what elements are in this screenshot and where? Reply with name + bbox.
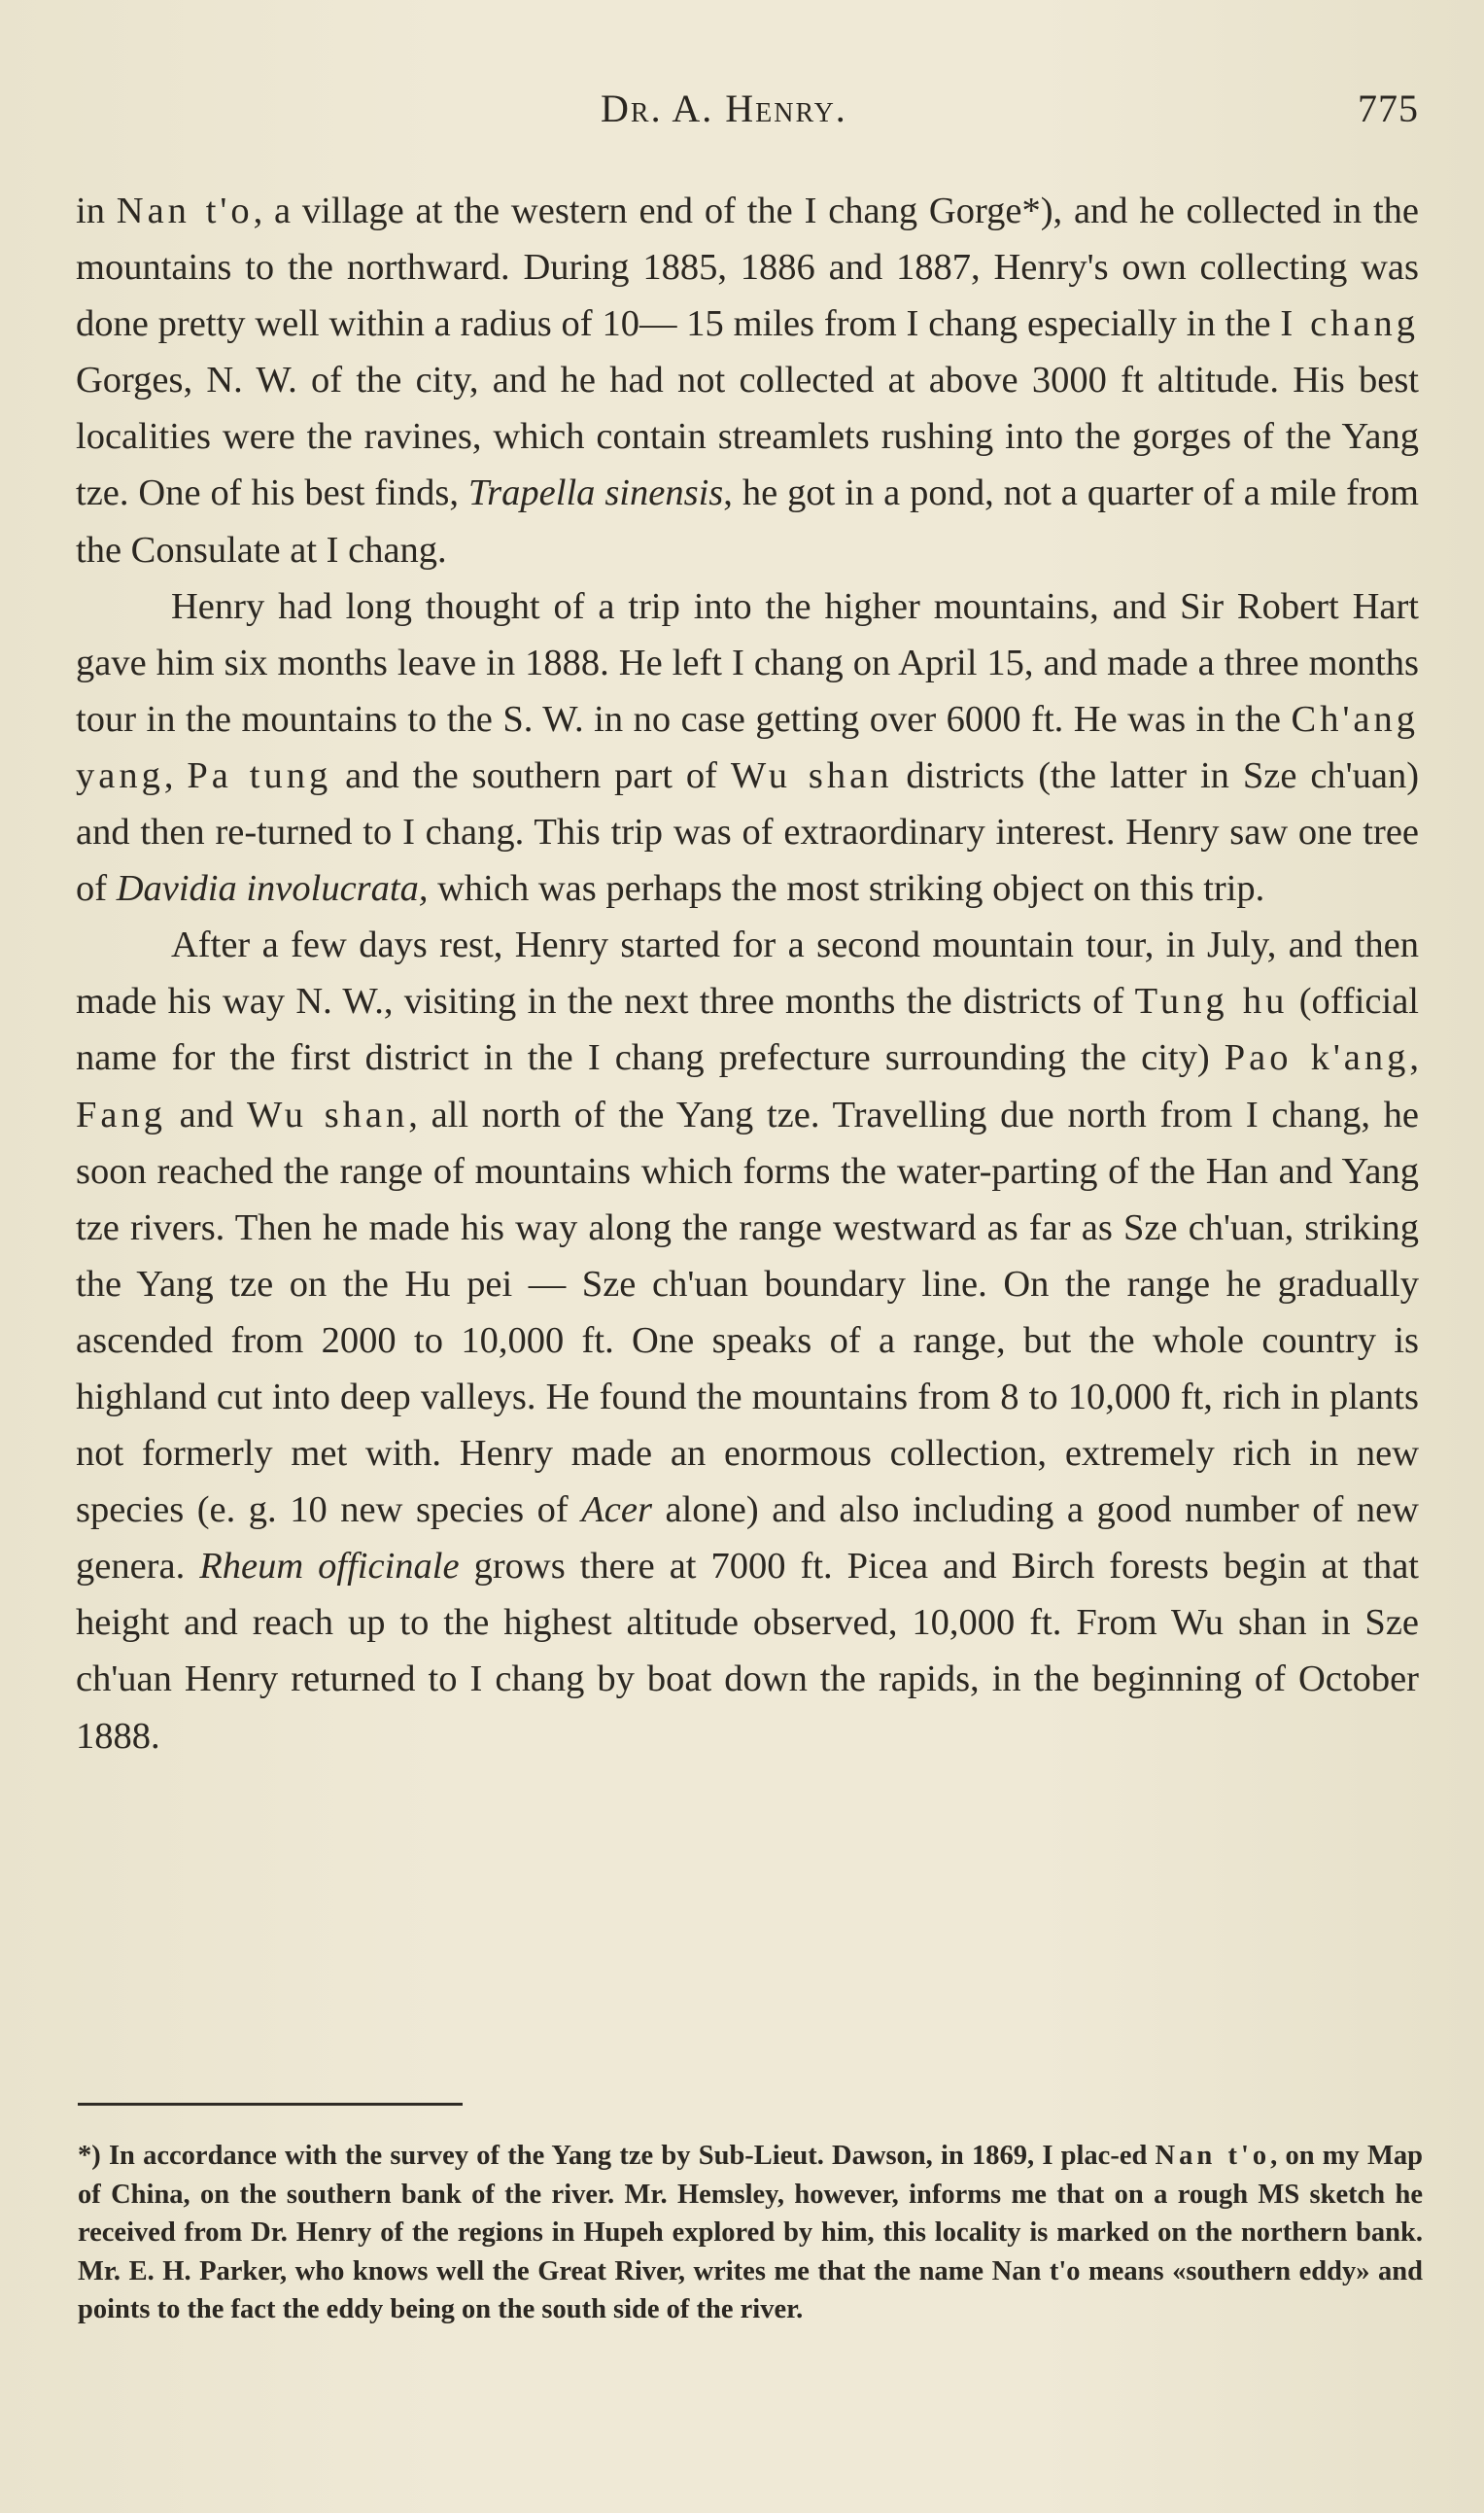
text-run: After a few days rest, Henry started for a second mountain tour, in July, and then made his way N. W., visiting in the next three months the districts of <box>76 925 1419 1023</box>
footnote <box>78 2137 1423 2329</box>
italic-name: Trapella sinensis <box>467 472 724 514</box>
spaced-name: I chang <box>1280 303 1420 345</box>
spaced-name: Nan t'o <box>1155 2141 1271 2171</box>
text-run: districts (the latter in Sze ch'uan) and then re-turned to I chang. This trip was of extraordinary interest. Henry saw one tree of <box>76 754 1420 910</box>
text-run: *) In accordance with the survey of the Yang tze by Sub-Lieut. Dawson, in 1869, I plac-ed <box>78 2141 1156 2171</box>
text-run: Henry had long thought of a trip into the higher mountains, and Sir Robert Hart gave him six months leave in 1888. He left I chang on April 15, and made a three months tour in the mountains to the S. W. in no case getting over 6000 ft. He was in the <box>76 585 1419 740</box>
text-run: , all north of the Yang tze. Travelling due north from I chang, he soon reached the range of mountains which forms the water-parting of the Han and Yang tze rivers. Then he made his way along the range westward as far as Sze ch'uan, striking the Yang tze on the Hu pei — Sze ch'uan boundary line. On the range he gradually ascended from 2000 to 10,000 ft. One speaks of a range, but the whole country is highland cut into deep valleys. He found the mountains from 8 to 10,000 ft, rich in plants not formerly met with. Henry made an enormous collection, extremely rich in new species (e. g. 10 new species of <box>76 1094 1420 1531</box>
text-run: , <box>1409 1037 1419 1079</box>
spaced-name: Fang <box>76 1094 166 1135</box>
italic-name: Rheum officinale <box>199 1546 460 1588</box>
paragraph-2 <box>76 578 1419 918</box>
spaced-name: Ch'ang yang <box>76 698 1419 796</box>
paragraph-1 <box>76 183 1419 578</box>
text-run: and the southern part of <box>331 754 731 796</box>
spaced-name: Wu shan <box>730 754 893 796</box>
text-run: , on my Map of China, on the southern bank of the river. Mr. Hemsley, however, informs me that on a rough MS sketch he received from Dr. Henry of the regions in Hupeh explored by him, this locality is marked on the northern bank. Mr. E. H. Parker, who knows well the Great River, writes me that the name Nan t'o means «southern eddy» and points to the fact the eddy being on the south side of the river. <box>78 2141 1424 2325</box>
text-run: , he got in a pond, not a quarter of a mile from the Consulate at I chang. <box>76 472 1419 571</box>
text-run: alone) and also including a good number of new genera. <box>76 1489 1419 1588</box>
spaced-name: Pao k'ang <box>1224 1037 1410 1079</box>
text-run: Gorges, N. W. of the city, and he had not collected at above 3000 ft altitude. His best localities were the ravines, which contain streamlets rushing into the gorges of the Yang tze. One of his best finds, <box>76 360 1419 514</box>
spaced-name: Wu shan <box>246 1094 409 1135</box>
spaced-name: Tung hu <box>1134 981 1289 1023</box>
text-run: , <box>163 754 188 796</box>
spaced-name: Nan t'o <box>116 191 254 231</box>
text-run: and <box>166 1094 247 1135</box>
text-run: which was perhaps the most striking object on this trip. <box>428 868 1265 910</box>
running-title: Dr. A. Henry. <box>601 87 847 130</box>
text-run: grows there at 7000 ft. Picea and Birch forests begin at that height and reach up to the highest altitude observed, 10,000 ft. From Wu shan in Sze ch'uan Henry returned to I chang by boat down the rapids, in the beginning of October 1888. <box>76 1546 1419 1757</box>
spaced-name: Pa tung <box>187 754 332 796</box>
text-run: (official name for the first district in the I chang prefecture surrounding the city) <box>76 981 1419 1079</box>
text-run: , a village at the western end of the I chang Gorge*), and he collected in the mountains to the northward. During 1885, 1886 and 1887, Henry's own collecting was done pretty well within a radius of 10— 15 miles from I chang especially in the <box>76 191 1420 345</box>
paragraph-3 <box>76 917 1419 1763</box>
body-text <box>76 183 1419 1764</box>
page-number: 775 <box>1358 87 1419 130</box>
italic-name: Davidia involucrata, <box>116 868 429 910</box>
text-run: in <box>76 191 117 231</box>
running-head <box>76 86 1419 144</box>
footnote-rule <box>78 2103 463 2106</box>
italic-name: Acer <box>581 1489 652 1531</box>
